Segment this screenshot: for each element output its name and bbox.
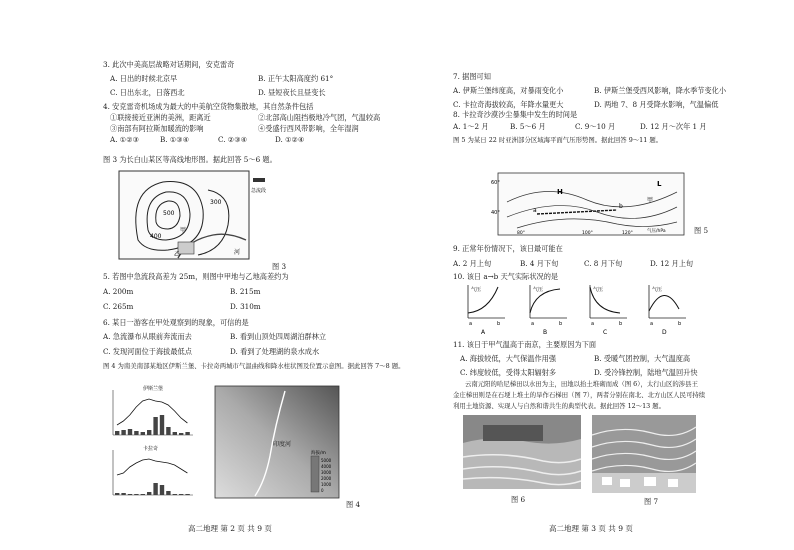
- left_page-text-line: A. 200m: [103, 287, 134, 296]
- figure-4-location-map: [215, 386, 341, 500]
- right_page-text-line: 图 5 为某日 22 时亚洲部分区域海平面气压形势图。据此回答 9～11 题。: [453, 136, 663, 144]
- chart-title-karachi: 卡拉奇: [143, 446, 159, 452]
- left_page-text-line: C. 日出东北，日落西北: [110, 88, 185, 97]
- q10-x-a: a: [591, 321, 595, 327]
- fig4-legend-value: 1000: [321, 482, 332, 487]
- fig5-point-jia: 甲: [647, 197, 654, 204]
- left_page-text-line: 5. 若图中急流段高差为 25m，则图中甲地与乙地高差约为: [103, 272, 289, 281]
- fig4-river-label: 印度河: [273, 441, 292, 448]
- fig5-low: L: [657, 180, 662, 188]
- right_page-text-line: 10. 该日 a→b 天气实际状况的是: [453, 272, 559, 281]
- climate-chart-islamabad: [113, 385, 193, 435]
- figure-5-caption: 图 5: [694, 226, 709, 235]
- figure-3-caption: 图 3: [272, 262, 287, 271]
- right_page-text-line: D. 两地 7、8 月受降水影响，气温偏低: [594, 100, 719, 109]
- fig3-label-300: 300: [210, 199, 222, 206]
- fig5-lon-120: 120°: [622, 231, 633, 236]
- q10-x-b: b: [497, 321, 501, 327]
- fig4-legend-value: 2000: [321, 476, 332, 481]
- fig5-point-a: a: [533, 207, 537, 214]
- fig4-legend-value: 3000: [321, 470, 332, 475]
- precip-bar: [115, 493, 119, 495]
- right_page-text-line: B. 伊斯兰堡受西风影响，降水季节变化小: [594, 86, 727, 95]
- fig5-high: H: [557, 188, 563, 196]
- precip-bar: [115, 431, 119, 435]
- figure-6-photo: [463, 415, 581, 489]
- fig5-legend: 气压/hPa: [647, 229, 666, 234]
- right_page-text-line: C. 9～10 月: [575, 122, 616, 131]
- right_page-text-line: B. 受暖气团控制，大气温度高: [594, 354, 691, 363]
- left_page-text-line: D. ①②④: [275, 135, 305, 144]
- left_page-text-line: B. 215m: [230, 287, 261, 296]
- figure-5-pressure-map: [491, 172, 689, 238]
- right_page-text-line: 利用土地资源、实现人与自然和谐共生的典型代表。据此回答 12～13 题。: [453, 402, 666, 410]
- precip-bar: [134, 431, 138, 435]
- right_page-text-line: A. 1～2 月: [453, 122, 489, 131]
- q10-x-b: b: [619, 321, 623, 327]
- right_page-text-line: 9. 正常年份情况下，该日最可能在: [453, 244, 563, 253]
- precip-bar: [173, 432, 177, 435]
- fig4-legend-value: 5000: [321, 458, 332, 463]
- left_page-text-line: B. 正午太阳高度约 61°: [258, 74, 334, 83]
- fig5-lat-40: 40°: [491, 210, 500, 216]
- figure-7-caption: 图 7: [644, 497, 659, 506]
- precip-bar: [128, 494, 132, 495]
- precip-bar: [185, 432, 189, 435]
- precip-bar: [179, 494, 183, 495]
- right_page-text-line: D. 受冷锋控制，陆地气温回升快: [594, 368, 698, 377]
- left_page-text-line: A. ①②③: [110, 135, 140, 144]
- precip-bar: [141, 494, 145, 495]
- precip-bar: [173, 494, 177, 495]
- fig3-label-500: 500: [163, 210, 175, 217]
- left_page-text-line: C. ②③④: [218, 135, 248, 144]
- right_page-text-line: B. 5～6 月: [510, 122, 546, 131]
- left_page-text-line: B. 看到山顶处四周湖泊群林立: [230, 332, 327, 341]
- fig4-legend-value: 0: [321, 488, 324, 493]
- q10-option-letter: D: [662, 329, 667, 336]
- right_page-text-line: 7. 据图可知: [453, 72, 491, 81]
- fig3-label-jia: 甲: [180, 227, 187, 234]
- right_page-text-line: 云南元阳的哈尼梯田以水田为主，田地以抬土堆砌而成（图 6），太行山区的涉县王: [465, 380, 698, 388]
- fig3-label-yi: 乙: [174, 251, 181, 258]
- fig5-lon-80: 80°: [517, 231, 525, 236]
- q10-graph-a: [463, 283, 509, 335]
- fig3-legend: 急流段: [251, 188, 267, 194]
- left_page-text-line: D. 昼短夜长且昼变长: [258, 88, 326, 97]
- fig4-legend-title: 海拔/m: [311, 451, 326, 456]
- q10-graph-b: [525, 283, 571, 335]
- left_page-text-line: ④受盛行西风带影响，全年湿润: [258, 124, 359, 133]
- q10-ylabel: 气压: [593, 287, 604, 293]
- precip-bar: [166, 491, 170, 495]
- left_page-text-line: ①联接接近亚洲的美洲，距离近: [110, 113, 211, 122]
- right_page-text-line: 8. 卡拉奇沙漠沙尘暴集中发生的时间是: [453, 110, 578, 119]
- precip-bar: [121, 493, 125, 495]
- fig3-river-label: 河: [234, 249, 241, 256]
- figure-3-contour-map: [118, 170, 268, 262]
- fig5-point-b: b: [619, 203, 623, 210]
- precip-bar: [185, 494, 189, 495]
- precip-bar: [128, 429, 132, 435]
- left_page-text-line: ②北部高山阻挡极地冷气团，气温较高: [258, 113, 381, 122]
- right_page-text-line: D. 12 月上旬: [650, 259, 694, 268]
- right_page-text-line: C. 纬度较低，受得太阳辐射多: [460, 368, 557, 377]
- fig4-legend-value: 4000: [321, 464, 332, 469]
- left_page-text-line: A. 日出的时候北京早: [110, 74, 178, 83]
- left_page-text-line: 图 3 为长白山某区等高线地形图。据此回答 5～6 题。: [103, 155, 277, 164]
- chart-title-islamabad: 伊斯兰堡: [143, 386, 164, 392]
- precip-bar: [134, 494, 138, 495]
- right_page-text-line: B. 4 月下旬: [520, 259, 559, 268]
- q10-ylabel: 气压: [652, 287, 663, 293]
- precip-bar: [160, 415, 164, 435]
- q10-graph-c: [585, 283, 631, 335]
- q10-x-a: a: [531, 321, 535, 327]
- left_page-text-line: B. ①③④: [160, 135, 190, 144]
- q10-option-letter: B: [543, 329, 548, 336]
- precip-bar: [141, 432, 145, 435]
- fig5-lon-100: 100°: [582, 231, 593, 236]
- left_page-text-line: ③南部有阿拉斯加暖流的影响: [110, 124, 204, 133]
- right_page-text-line: A. 伊斯兰堡纬度高，对暴雨变化小: [453, 86, 564, 95]
- right_page-text-line: C. 卡拉奇海拔较高，年降水量更大: [453, 100, 564, 109]
- q10-x-a: a: [650, 321, 654, 327]
- left_page-text-line: D. 看到了处理湖的泉水成水: [230, 347, 320, 356]
- precip-bar: [153, 483, 157, 495]
- figure-7-photo: [592, 415, 696, 493]
- left_page-text-line: 4. 安克雷奇机场成为最大的中美航空货物集散地，其自然条件包括: [103, 102, 314, 111]
- left_page-text-line: A. 急流瀑布从眼前奔流而去: [103, 332, 192, 341]
- q10-ylabel: 气压: [533, 287, 544, 293]
- left_page-text-line: 6. 某日一游客在甲处观察到的现象，可信的是: [103, 318, 249, 327]
- right_page-text-line: C. 8 月下旬: [584, 259, 623, 268]
- q10-x-b: b: [559, 321, 563, 327]
- fig5-lat-60: 60°: [491, 180, 500, 186]
- right_page-text-line: A. 海拔较低，大气保温作用强: [460, 354, 557, 363]
- left_page-text-line: 3. 此次中美高层战略对话期间，安克雷奇: [103, 60, 235, 69]
- right_page-text-line: 11. 该日于甲气温高于南京，主要原因为下面: [453, 340, 597, 349]
- q10-ylabel: 气压: [471, 287, 482, 293]
- precip-bar: [179, 433, 183, 435]
- right_page-text-line: A. 2 月上旬: [453, 259, 492, 268]
- left_page-text-line: 图 4 为南美南部某地区伊斯兰堡、卡拉奇两城市气温曲线和降水柱状图及位置示意图。据此回答 7～8 题。: [103, 362, 405, 370]
- left_page-text-line: D. 310m: [230, 302, 261, 311]
- right-page-footer: 高二地理 第 3 页 共 9 页: [549, 524, 633, 533]
- precip-bar: [153, 417, 157, 435]
- figure-6-caption: 图 6: [511, 495, 526, 504]
- figure-4-climate-charts: [103, 385, 203, 500]
- precip-bar: [160, 485, 164, 495]
- precip-bar: [166, 427, 170, 435]
- left_page-text-line: C. 发现河面位于海拔最低点: [103, 347, 192, 356]
- precip-bar: [147, 430, 151, 435]
- precip-bar: [121, 430, 125, 435]
- right_page-text-line: D. 12 月～次年 1 月: [640, 122, 707, 131]
- climate-chart-karachi: [113, 445, 193, 495]
- precip-bar: [147, 492, 151, 495]
- q10-option-letter: C: [603, 329, 608, 336]
- left-page-footer: 高二地理 第 2 页 共 9 页: [188, 524, 272, 533]
- right_page-text-line: 金庄梯田则是在石埂上堆土的旱作石梯田（图 7），两者分别在南北、北方山区人民可持续: [453, 391, 706, 399]
- q10-x-b: b: [678, 321, 682, 327]
- q10-option-letter: A: [481, 329, 486, 336]
- q10-x-a: a: [469, 321, 473, 327]
- q10-graph-d: [644, 283, 690, 335]
- figure-4-caption: 图 4: [346, 500, 361, 509]
- left_page-text-line: C. 265m: [103, 302, 134, 311]
- fig3-label-400: 400: [150, 233, 162, 240]
